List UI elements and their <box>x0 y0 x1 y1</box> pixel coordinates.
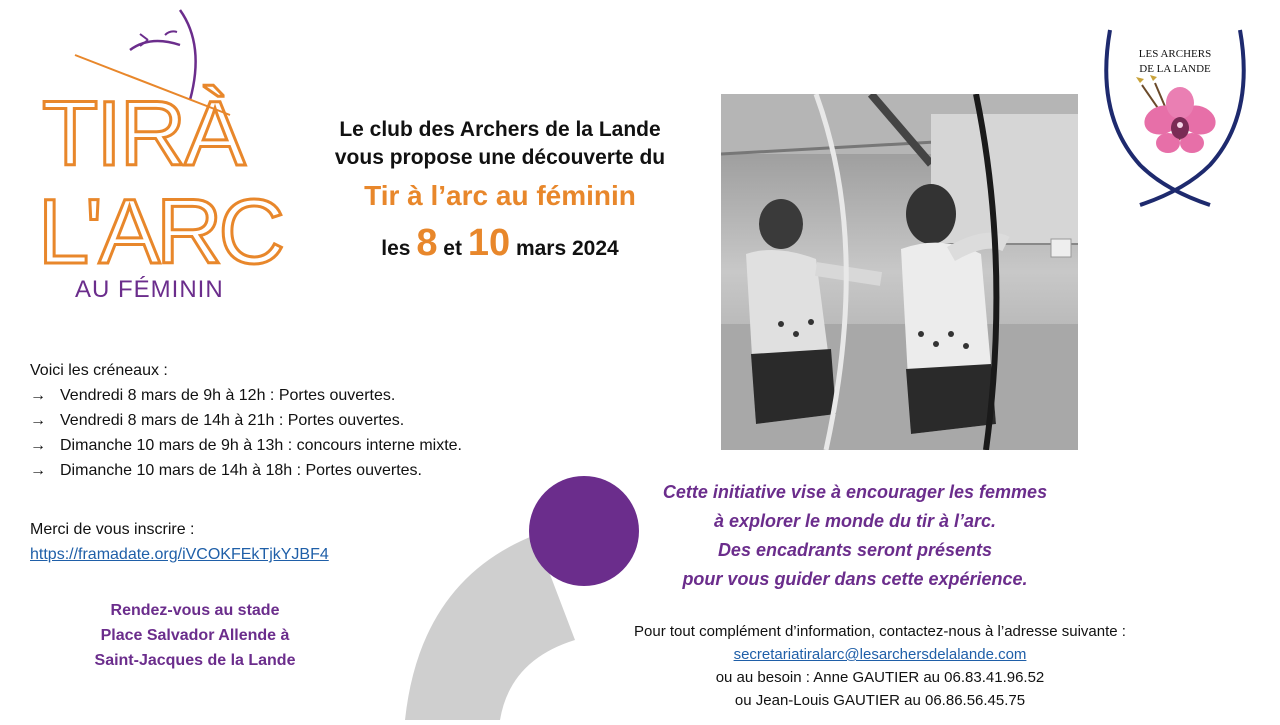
emblem-text1: LES ARCHERS <box>1138 48 1212 60</box>
arrow-icon: → <box>30 412 46 429</box>
contact-line4: ou Jean-Louis GAUTIER au 06.86.56.45.75 <box>734 692 1026 709</box>
schedule-intro: Voici les créneaux : <box>30 362 168 379</box>
schedule-item-text: Vendredi 8 mars de 14h à 21h : Portes ouvertes. <box>60 412 405 429</box>
title-highlight: Tir à l’arc au féminin <box>364 180 636 211</box>
venue-line1: Rendez-vous au stade <box>110 602 280 619</box>
registration-label: Merci de vous inscrire : <box>30 521 195 538</box>
dates-and: et <box>443 237 462 260</box>
contact-email-link[interactable]: secretariatiralarc@lesarchersdelalande.com <box>733 646 1027 663</box>
schedule-list <box>30 358 590 483</box>
purple-circle-shape <box>529 476 639 586</box>
title-line1: Le club des Archers de la Lande <box>339 118 661 141</box>
club-emblem <box>1100 25 1250 210</box>
initiative-line1: Cette initiative vise à encourager les femmes <box>662 482 1048 502</box>
arrow-icon: → <box>30 437 46 454</box>
contact-line3: ou au besoin : Anne GAUTIER au 06.83.41.96.52 <box>715 669 1045 686</box>
announcement-title <box>300 116 700 265</box>
schedule-item <box>30 383 590 408</box>
contact-line1: Pour tout complément d’information, contactez-nous à l’adresse suivante : <box>634 623 1126 640</box>
venue-line2: Place Salvador Allende à <box>100 627 290 644</box>
emblem-text2: DE LA LANDE <box>1139 63 1211 75</box>
event-dates <box>300 222 700 265</box>
initiative-line4: pour vous guider dans cette expérience. <box>682 569 1028 589</box>
schedule-item <box>30 433 590 458</box>
initiative-line3: Des encadrants seront présents <box>717 540 993 560</box>
dates-suffix: mars 2024 <box>515 237 619 260</box>
orchid-bow-emblem <box>1100 25 1250 210</box>
arrow-icon: → <box>30 462 46 479</box>
venue-line3: Saint-Jacques de la Lande <box>94 652 296 669</box>
contact-info <box>590 620 1170 712</box>
archers-photo <box>721 94 1078 450</box>
bow-arrow-icon <box>30 5 300 305</box>
logo-line1: TIRÀ <box>42 83 244 185</box>
venue-info <box>55 598 335 673</box>
initiative-line2: à explorer le monde du tir à l’arc. <box>713 511 997 531</box>
date-day2: 10 <box>467 222 511 264</box>
registration-block <box>30 517 329 567</box>
arrow-icon: → <box>30 387 46 404</box>
schedule-item-text: Dimanche 10 mars de 9h à 13h : concours interne mixte. <box>60 437 462 454</box>
event-logo <box>30 5 300 305</box>
initiative-text <box>640 478 1070 594</box>
schedule-item-text: Vendredi 8 mars de 9h à 12h : Portes ouvertes. <box>60 387 396 404</box>
schedule-item <box>30 408 590 433</box>
logo-line3: AU FÉMININ <box>75 276 224 303</box>
registration-link[interactable]: https://framadate.org/iVCOKFEkTjkYJBF4 <box>30 546 329 563</box>
dates-prefix: les <box>381 237 411 260</box>
logo-line2: L'ARC <box>38 181 281 283</box>
schedule-item-text: Dimanche 10 mars de 14h à 18h : Portes ouvertes. <box>60 462 422 479</box>
title-line2: vous propose une découverte du <box>334 146 666 169</box>
date-day1: 8 <box>416 222 438 264</box>
